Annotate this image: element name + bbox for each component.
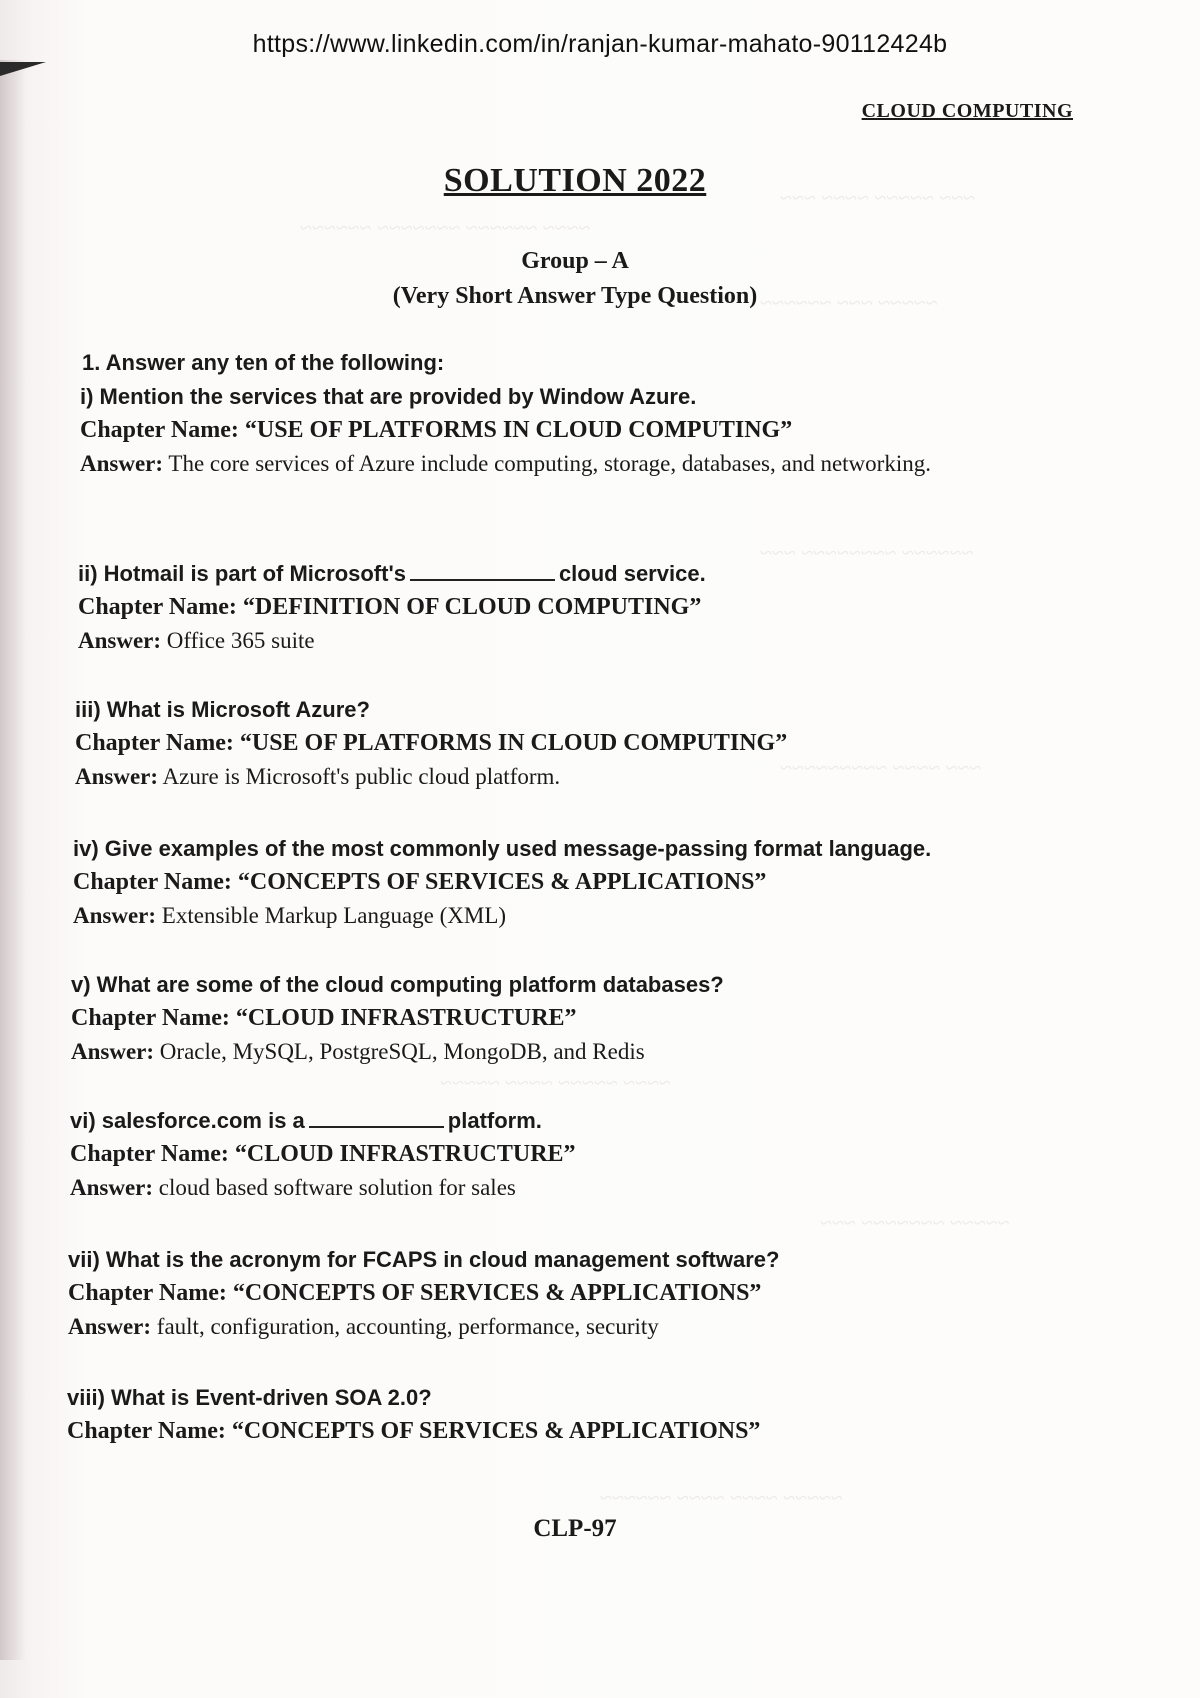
- chapter-label: Chapter Name:: [75, 730, 234, 756]
- question-text: vii) What is the acronym for FCAPS in cloud management software?: [68, 1247, 780, 1272]
- fill-in-blank: [410, 561, 555, 581]
- question-text: [78, 558, 1088, 590]
- bleed-through: ~~~ ~~~~ ~~~~~~~~~: [780, 755, 982, 780]
- question-block: [71, 969, 1081, 1069]
- question-text-start: vi) salesforce.com is a: [70, 1108, 305, 1133]
- bleed-through: ~~~ ~~~~~ ~~~~ ~~~: [780, 185, 976, 210]
- answer-line: [70, 1171, 1080, 1205]
- question-text-end: platform.: [447, 1108, 542, 1133]
- chapter-label: Chapter Name:: [78, 594, 237, 620]
- answer-text: Azure is Microsoft's public cloud platform.: [162, 764, 561, 789]
- page-number: CLP-97: [533, 1515, 617, 1542]
- question-block: [78, 558, 1088, 658]
- chapter-line: [68, 1276, 1078, 1310]
- answer-label: Answer:: [80, 451, 164, 476]
- answer-line: [73, 899, 1083, 933]
- answer-line: [75, 760, 1085, 794]
- answer-label: Answer:: [73, 903, 157, 928]
- question-text: v) What are some of the cloud computing platform databases?: [71, 972, 724, 997]
- answer-text: The core services of Azure include computing, storage, databases, and networking.: [168, 451, 931, 476]
- question-block: [80, 381, 1090, 481]
- answer-label: Answer:: [68, 1314, 152, 1339]
- chapter-label: Chapter Name:: [70, 1141, 229, 1167]
- answer-line: [68, 1310, 1078, 1344]
- corner-mark: [0, 62, 46, 76]
- answer-line: [80, 447, 1070, 481]
- question-text: iii) What is Microsoft Azure?: [75, 697, 370, 722]
- fill-in-blank: [309, 1108, 444, 1128]
- question-text-end: cloud service.: [558, 561, 706, 586]
- answer-label: Answer:: [75, 764, 159, 789]
- chapter-name: “CONCEPTS OF SERVICES & APPLICATIONS”: [237, 869, 767, 895]
- question-text-start: ii) Hotmail is part of Microsoft's: [78, 561, 406, 586]
- chapter-line: [75, 726, 1085, 760]
- question-block: [75, 694, 1085, 794]
- instruction: 1. Answer any ten of the following:: [82, 350, 445, 375]
- answer-label: Answer:: [78, 628, 162, 653]
- chapter-name: “USE OF PLATFORMS IN CLOUD COMPUTING”: [239, 730, 788, 756]
- chapter-label: Chapter Name:: [80, 417, 239, 443]
- chapter-line: [70, 1137, 1080, 1171]
- chapter-line: [67, 1414, 1077, 1448]
- answer-line: [78, 624, 1088, 658]
- answer-label: Answer:: [70, 1175, 154, 1200]
- page-title: SOLUTION 2022: [443, 162, 707, 199]
- answer-line: [71, 1035, 1081, 1069]
- question-block: [70, 1105, 1080, 1205]
- chapter-line: [71, 1001, 1081, 1035]
- chapter-name: “CLOUD INFRASTRUCTURE”: [235, 1005, 577, 1031]
- chapter-name: “CLOUD INFRASTRUCTURE”: [234, 1141, 576, 1167]
- chapter-label: Chapter Name:: [73, 869, 232, 895]
- answer-text: Office 365 suite: [166, 628, 315, 653]
- bleed-through: ~~~~~ ~~~~ ~~~~ ~~~~~~: [600, 1485, 843, 1510]
- bleed-through: ~~~~ ~~~~~~ ~~~~~~~ ~~~~~~: [300, 215, 591, 240]
- answer-text: Oracle, MySQL, PostgreSQL, MongoDB, and Redis: [159, 1039, 645, 1064]
- group-heading: Group – A: [521, 248, 629, 274]
- chapter-label: Chapter Name:: [68, 1280, 227, 1306]
- source-url: https://www.linkedin.com/in/ranjan-kumar-mahato-90112424b: [252, 30, 948, 58]
- question-block: [73, 833, 1083, 933]
- group-subheading: (Very Short Answer Type Question): [392, 283, 758, 309]
- question-text: [70, 1105, 1080, 1137]
- answer-text: fault, configuration, accounting, performance, security: [156, 1314, 659, 1339]
- chapter-name: “USE OF PLATFORMS IN CLOUD COMPUTING”: [244, 417, 793, 443]
- chapter-label: Chapter Name:: [71, 1005, 230, 1031]
- answer-text: cloud based software solution for sales: [158, 1175, 516, 1200]
- bleed-through: ~~~~~~ ~~~~~~~~ ~~~: [760, 540, 974, 565]
- chapter-line: [78, 590, 1088, 624]
- chapter-name: “DEFINITION OF CLOUD COMPUTING”: [242, 594, 702, 620]
- question-text: iv) Give examples of the most commonly used message-passing format language.: [73, 836, 932, 861]
- answer-label: Answer:: [71, 1039, 155, 1064]
- chapter-name: “CONCEPTS OF SERVICES & APPLICATIONS”: [231, 1418, 761, 1444]
- question-text: i) Mention the services that are provided by Window Azure.: [80, 384, 697, 409]
- bleed-through: ~~~~~ ~~~~~~~ ~~~: [820, 1210, 1010, 1235]
- chapter-line: [80, 413, 1090, 447]
- bleed-through: ~~~~~ ~~~ ~~~~~~: [760, 290, 938, 315]
- bleed-through: ~~~~ ~~~~~ ~~~~ ~~~~~: [440, 1070, 671, 1095]
- answer-text: Extensible Markup Language (XML): [161, 903, 507, 928]
- chapter-name: “CONCEPTS OF SERVICES & APPLICATIONS”: [232, 1280, 762, 1306]
- question-text: viii) What is Event-driven SOA 2.0?: [67, 1385, 432, 1410]
- question-block: [67, 1382, 1077, 1448]
- chapter-label: Chapter Name:: [67, 1418, 226, 1444]
- question-block: [68, 1244, 1078, 1344]
- chapter-line: [73, 865, 1083, 899]
- running-header: CLOUD COMPUTING: [861, 100, 1073, 122]
